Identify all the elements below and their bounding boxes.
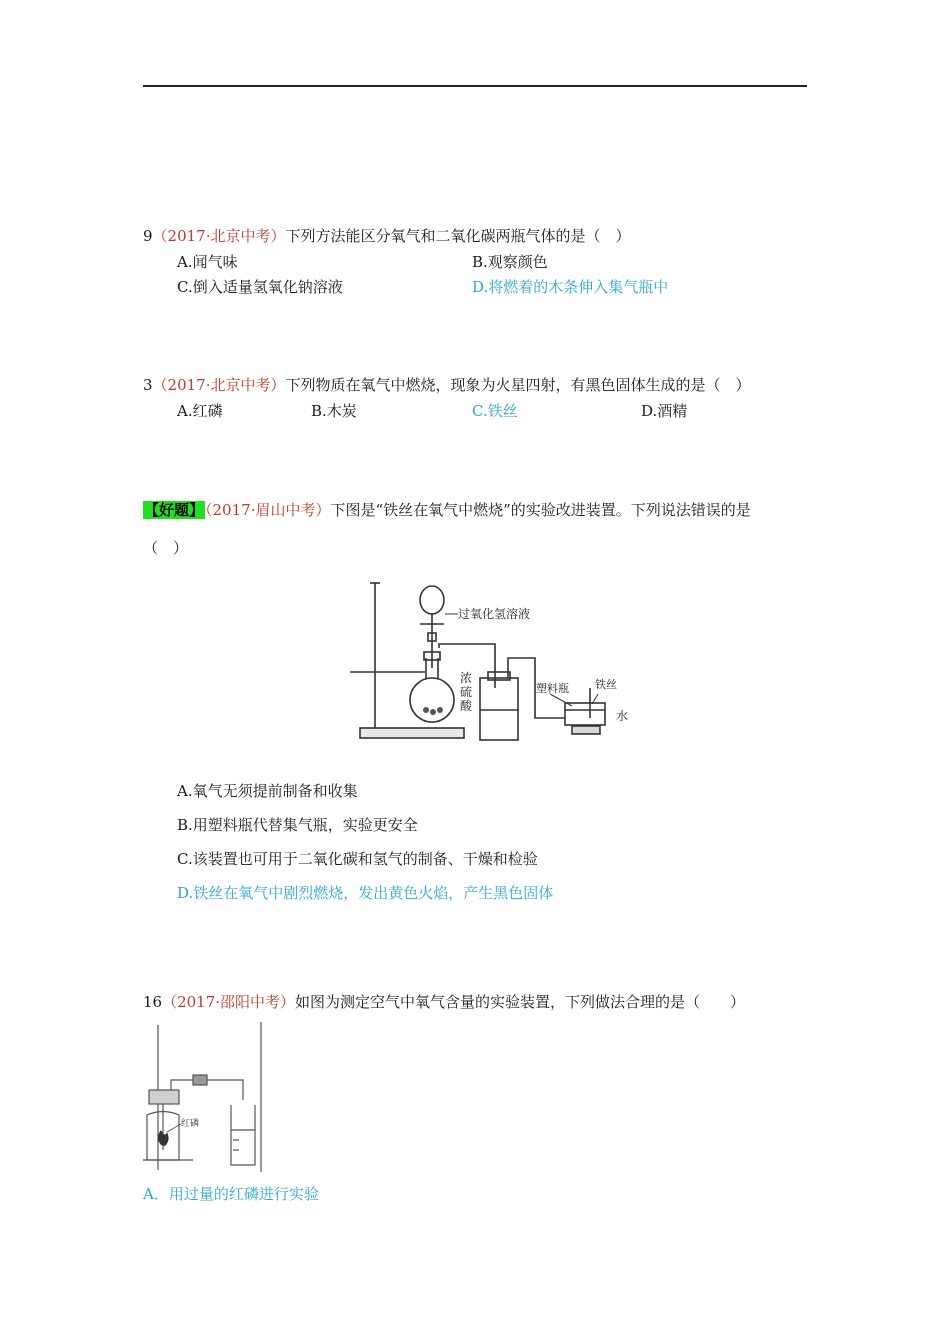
label-iron-wire: 铁丝 [595, 678, 617, 691]
label-acid-1: 浓 [460, 671, 473, 685]
question-number: 9 [143, 227, 153, 245]
apparatus-figure-iron-wire [340, 578, 650, 748]
option-b: B.木炭 [311, 402, 357, 420]
question-stem: 下列物质在氧气中燃烧，现象为火星四射，有黑色固体生成的是（ ） [285, 376, 751, 394]
option-d: D.酒精 [641, 402, 688, 420]
question-stem: 下图是“铁丝在氧气中燃烧”的实验改进装置。下列说法错误的是 [330, 501, 751, 519]
option-c-answer: C.铁丝 [472, 402, 518, 420]
question-source: （2017·北京中考） [152, 376, 286, 394]
label-plastic-bottle: 塑料瓶 [536, 682, 569, 695]
question-good [143, 500, 751, 520]
option-c: C.该装置也可用于二氧化碳和氢气的制备、干燥和检验 [177, 850, 538, 868]
option-a: A.红磷 [177, 402, 223, 420]
option-c: C.倒入适量氢氧化钠溶液 [177, 278, 343, 296]
option-d-answer: D.铁丝在氧气中剧烈燃烧，发出黄色火焰，产生黑色固体 [177, 884, 554, 902]
good-question-tag: 【好题】 [144, 501, 205, 519]
option-b: B.观察颜色 [472, 253, 548, 271]
label-acid-2: 硫 [460, 685, 473, 699]
question-stem: 如图为测定空气中氧气含量的实验装置，下列做法合理的是（ ） [295, 993, 746, 1011]
question-9 [143, 226, 631, 246]
label-red-phosphorus: 红磷 [181, 1119, 200, 1129]
header-rule [143, 85, 807, 87]
option-a-answer: A．用过量的红磷进行实验 [143, 1185, 319, 1203]
question-3 [143, 375, 751, 395]
answer-paren: （ ） [143, 539, 189, 557]
option-a: A.氧气无须提前制备和收集 [177, 782, 358, 800]
question-source: （2017·邵阳中考） [162, 993, 296, 1011]
question-16 [143, 992, 745, 1012]
question-number: 3 [143, 376, 153, 394]
apparatus-figure-red-phosphorus [143, 1020, 265, 1172]
option-b: B.用塑料瓶代替集气瓶，实验更安全 [177, 816, 418, 834]
question-number: 16 [143, 993, 163, 1011]
option-d-answer: D.将燃着的木条伸入集气瓶中 [472, 278, 669, 296]
question-source: （2017·北京中考） [152, 227, 286, 245]
label-acid-3: 酸 [460, 699, 473, 713]
label-water: 水 [616, 709, 629, 723]
question-source: （2017·眉山中考） [205, 501, 331, 519]
question-stem: 下列方法能区分氧气和二氧化碳两瓶气体的是（ ） [285, 227, 631, 245]
option-a: A.闻气味 [177, 253, 238, 271]
label-h2o2: 过氧化氢溶液 [458, 607, 531, 621]
